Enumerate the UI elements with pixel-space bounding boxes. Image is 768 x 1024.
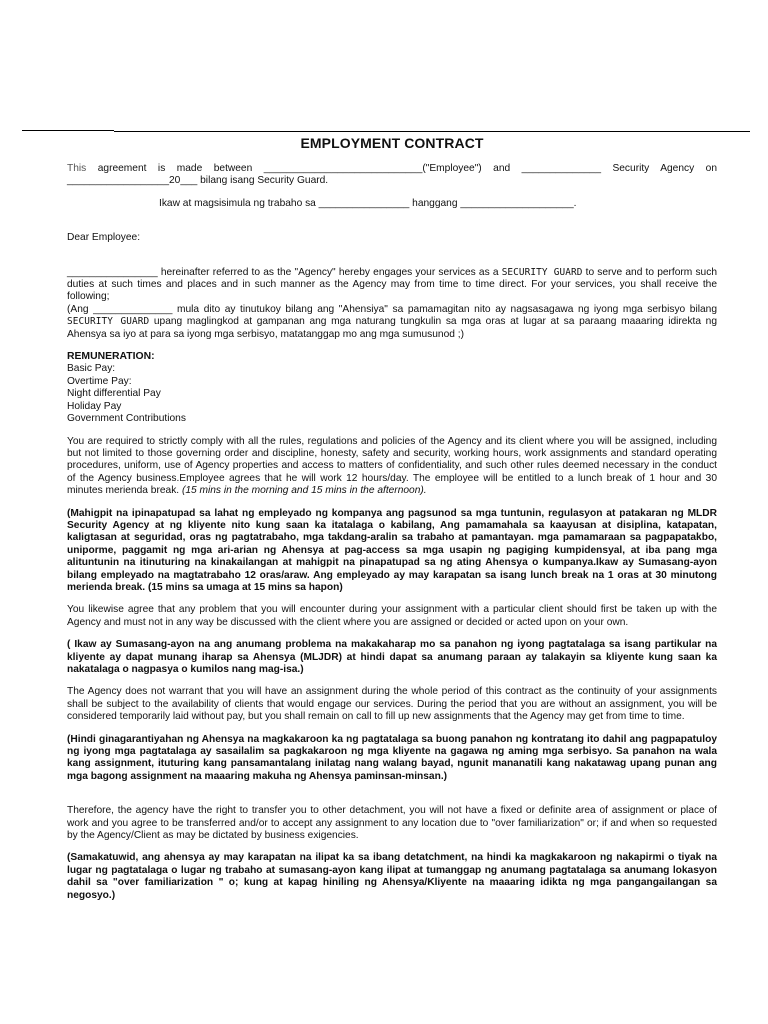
remuneration-item: Holiday Pay — [67, 400, 122, 412]
document-title: EMPLOYMENT CONTRACT — [300, 135, 484, 151]
warrant-paragraph-fil: (Hindi ginagarantiyahan ng Ahensya na magkakaroon ka ng pagtatalaga sa buong panahon ng kontratang ito dahil ang pagpapatuloy ng iyong mga pagtatalaga ay sasailalim sa pagkakaroon ng mga kliyente na gagawa ng aming mga serbisyo. Sa panahon na wala kang assignment, ituturing kang pansamantalang inilatag nang walang bayad, ngunit mananatili kang nakatawag upang punan ang mga bagong assignment na maaaring makuha ng Ahensya paminsan-minsan.) — [67, 733, 717, 782]
engage-fil-b: upang maglingkod at gampanan ang mga naturang tungkulin sa mga oras at lugar at sa paraang maaaring idirekta ng Ahensya sa iyo at para sa iyong mga serbisyo, matatanggap mo ang mga sumusunod ;) — [67, 316, 718, 340]
remuneration-item: Night differential Pay — [67, 388, 161, 400]
rules-paragraph-fil: (Mahigpit na ipinapatupad sa lahat ng empleyado ng kompanya ang pagsunod sa mga tuntunin, regulasyon at patakaran ng MLDR Security Agency at ng kliyente nito kung saan ka itatalaga o kabilang, Ang pamamahala sa kaayusan at disiplina, katapatan, kaligtasan at seguridad, oras ng pagtatrabaho, mga takdang-aralin sa trabaho at pamantayan. mga pamamaraan sa pagpapatakbo, uniporme, paggamit ng mga ari-arian ng Ahensya at pag-access sa mga usapin ng pagiging kumpidensyal, at iba pang mga alituntunin na itinuturing na kinakailangan at mahigpit na pinapatupad sa ng ating Ahensya o kumpanya.Ikaw ay Sumasang-ayon bilang empleyado na magtatrabaho 12 oras/araw. Ang empleyado ay may karapatan sa isang lunch break na 1 oras at 30 minutong merienda break. (15 mins sa umaga at 15 mins sa hapon) — [67, 507, 717, 593]
engage-security-guard: SECURITY GUARD — [501, 266, 583, 278]
rules-paragraph — [67, 436, 717, 498]
engage-text-a: ________________ hereinafter referred to as the "Agency" hereby engages your services as a — [67, 266, 502, 278]
engage-fil-security-guard: SECURITY GUARD — [67, 316, 150, 328]
engage-paragraph-fil — [67, 304, 717, 341]
remuneration-list — [67, 363, 717, 425]
problem-paragraph: You likewise agree that any problem that you will encounter during your assignment with a particular client should first be taken up with the Agency and must not in any way be discussed with the client where you are assigned or decided or acted upon on your own. — [67, 604, 717, 628]
intro-paragraph — [67, 163, 717, 188]
transfer-paragraph: Therefore, the agency have the right to transfer you to other detachment, you will not have a fixed or definite area of assignment or place of work and you agree to be transferred and/or to accept any assignment to any location due to "over familiarization" or; if and when so requested by the Agency/Client as may be dictated by business exigencies. — [67, 805, 717, 842]
engage-paragraph — [67, 267, 717, 304]
problem-paragraph-fil: ( Ikaw ay Sumasang-ayon na ang anumang problema na makakaharap mo sa panahon ng iyong pagtatalaga sa isang partikular na kliyente ay dapat munang iharap sa Ahensya (MLJDR) at hindi dapat sa anumang paraan ay talakayin sa kliyente kung saan ka nakatalaga o nagpasya o kumilos nang mag-isa.) — [67, 639, 717, 675]
rules-break-note: (15 mins in the morning and 15 mins in the afternoon). — [181, 485, 427, 497]
intro-rest: agreement is made between ____________________________("Employee") and ______________ Security Agency on __________________20___ bilang isang Security Guard. — [67, 163, 717, 187]
warrant-paragraph: The Agency does not warrant that you will have an assignment during the whole period of this contract as the continuity of your assignments shall be subject to the availability of clients that would engage our services. During the period that you are without an assignment, you will be considered temporarily laid without pay, but you shall remain on call to fill up new assignments that the Agency may get from time to time. — [67, 686, 717, 723]
transfer-paragraph-fil: (Samakatuwid, ang ahensya ay may karapatan na ilipat ka sa ibang detatchment, na hindi ka magkakaroon ng nakapirmi o tiyak na lugar ng pagtatalaga o lugar ng trabaho at sumasang-ayon kang ilipat at tumanggap ng anumang pagtatalaga sa anumang lokasyon dahil sa "over familiarization " o; kung at kapag hiniling ng Ahensya/Kliyente na maaaring idikta ng mga pangangailangan sa negosyo.) — [67, 852, 717, 901]
remuneration-item: Overtime Pay: — [67, 375, 132, 387]
remuneration-item: Government Contributions — [67, 413, 186, 425]
contract-page — [67, 131, 717, 902]
intro-this: This — [67, 163, 87, 174]
start-line: Ikaw at magsisimula ng trabaho sa ________________ hanggang ____________________. — [159, 197, 577, 209]
salutation: Dear Employee: — [67, 232, 141, 244]
remuneration-heading: REMUNERATION: — [67, 351, 155, 363]
engage-text-b: to serve and to perform such duties at such times and places and in such manner as the Agency may from time to time direct. For your services, you shall receive the following; — [67, 266, 717, 303]
engage-fil-a: (Ang ______________ mula dito ay tinutukoy bilang ang "Ahensiya" sa pamamagitan nito ay nagsasagawa ng iyong mga serbisyo bilang — [67, 303, 717, 315]
rules-text: You are required to strictly comply with all the rules, regulations and policies of the Agency and its client where you will be assigned, including but not limited to those governing order and discipline, honesty, safety and security, working hours, work assignments and standard operating procedures, uniform, use of Agency properties and access to matters of confidentiality, and such other rules deemed necessary in the conduct of the Agency business.Employee agrees that he will work 12 hours/day. The employee will be entitled to a lunch break of 1 hour and 30 minutes merienda break. — [67, 435, 717, 497]
remuneration-item: Basic Pay: — [67, 363, 116, 375]
